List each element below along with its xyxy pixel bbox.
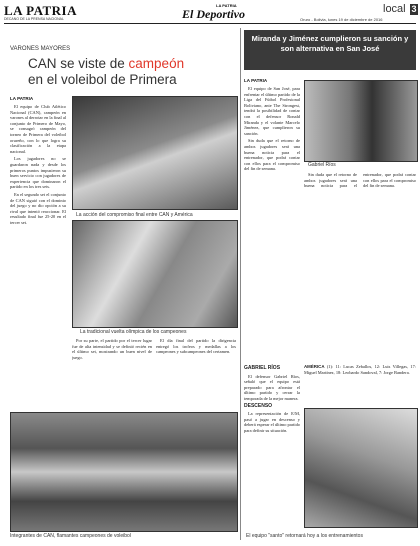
- team-photo-caption: Integrantes de CAN, flamantes campeones de voleibol: [10, 533, 131, 539]
- paper-name: LA PATRIA: [4, 3, 77, 18]
- right-subsections: [244, 364, 300, 532]
- paper-tagline: DECANO DE LA PRENSA NACIONAL: [4, 17, 64, 21]
- right-headline: Miranda y Jiménez cumplieron su sanción y son alternativa en San José: [251, 34, 409, 53]
- left-col3-para: El día final del partido la dirigencia entregó los trofeos y medallas a los campeones y subcampeones del certamen.: [156, 338, 236, 355]
- sub1-body: El defensor Gabriel Ríos, señaló que el equipo está preparado para afrontar el último partido y cerrar la temporada de la mejor manera.: [244, 373, 300, 401]
- photo2-caption: La tradicional vuelta olímpica de los campeones: [80, 329, 187, 335]
- photo-team: [10, 412, 238, 532]
- masthead: [4, 3, 416, 24]
- left-col1-para: El equipo de Club Atlético Nacional (CAN), campeón en varones al derrotar en la final al conjunto de Primero de Mayo, se consagró campeón del torneo de Primera del voleibol orureño, con lo que logra su clasificación a la etapa nacional.: [10, 104, 66, 154]
- right-column-2: [304, 172, 416, 362]
- right-col1-para-b: Sin duda que el retorno de ambos jugadores será una buena noticia para el entrenador, que podrá contar con ellos para el compromiso del fin de semana.: [244, 138, 300, 172]
- right-byline: LA PATRIA: [244, 78, 268, 83]
- sub2-body: La representación de E/M, pasó a jugar en descenso y deberá esperar el último partido para definir su situación.: [244, 411, 300, 433]
- portrait-caption: Gabriel Ríos: [308, 162, 336, 168]
- left-column-3: [156, 338, 236, 410]
- photo-training: [304, 408, 418, 528]
- section-title: El Deportivo: [182, 7, 245, 21]
- left-col1-para-c: En el segundo set el conjunto de CAN siguió con el dominio del juego y no dio opción a su rival que intentó reaccionar. El resultado final fue 25-20 en el tercer set.: [10, 191, 66, 225]
- right-col2-para: Sin duda que el retorno de ambos jugadores será una buena noticia para el entrenador, que podrá contar con ellos para el compromiso del fin de semana.: [304, 172, 416, 189]
- training-caption: El equipo "santo" retornará hoy a los entrenamientos: [246, 533, 363, 539]
- subhead-descenso: DESCENSO: [244, 402, 273, 409]
- photo1-caption: La acción del compromiso final entre CAN y América: [76, 212, 193, 218]
- lineup-title: AMÉRICA: [304, 364, 325, 369]
- lineup-text: (1): 11: Lucas Zeballos, 12: Luis Villegas, 17: Miguel Martínez, 18: Leobardo Sandoval, 7: Jorge Bandera.: [304, 364, 416, 375]
- headline-part-2: en el voleibol de Primera: [28, 72, 177, 87]
- headline-highlight: campeón: [128, 56, 185, 71]
- photo-victory-lap: [72, 220, 238, 328]
- photo-gabriel-rios: [304, 80, 418, 162]
- section-small: LA PATRIA: [216, 3, 237, 8]
- page-number: 3: [411, 4, 417, 14]
- photo-final-match: [72, 96, 238, 210]
- subhead-gabriel-rios: GABRIEL RÍOS: [244, 365, 281, 371]
- right-column-1: [244, 86, 300, 361]
- left-column-1: [10, 104, 66, 452]
- dateline: Oruro - Bolivia, lunes 19 de diciembre de 2016: [300, 17, 383, 22]
- right-headline-box: [244, 30, 416, 70]
- kicker: VARONES MAYORES: [10, 46, 71, 52]
- headline-part-1: CAN se viste de: [28, 56, 129, 71]
- local-label: local: [383, 3, 406, 15]
- left-column-2: [72, 338, 152, 410]
- right-col1-para: El equipo de San José, para enfrentar el último partido de la Liga del Fútbol Profesional Boliviano, ante The Strongest, tendrá la posibilidad de contar con el defensor Ronald Miranda y el volante Marcelo Jiménez, que cumplieron su sanción.: [244, 86, 300, 136]
- left-headline: [28, 56, 238, 88]
- left-byline: LA PATRIA: [10, 96, 34, 101]
- lineup-box: [304, 364, 416, 404]
- left-col1-para-b: Los jugadores no se guardaron nada y desde los primeros puntos impusieron su buen servicio con jugadores de experiencia que dominaron el partido en los tres sets.: [10, 156, 66, 190]
- left-col2-para: Por su parte, el partido por el tercer lugar fue de alta intensidad y se definió recién en el último set, mostrando un buen nivel de juego.: [72, 338, 152, 360]
- column-divider: [240, 28, 241, 540]
